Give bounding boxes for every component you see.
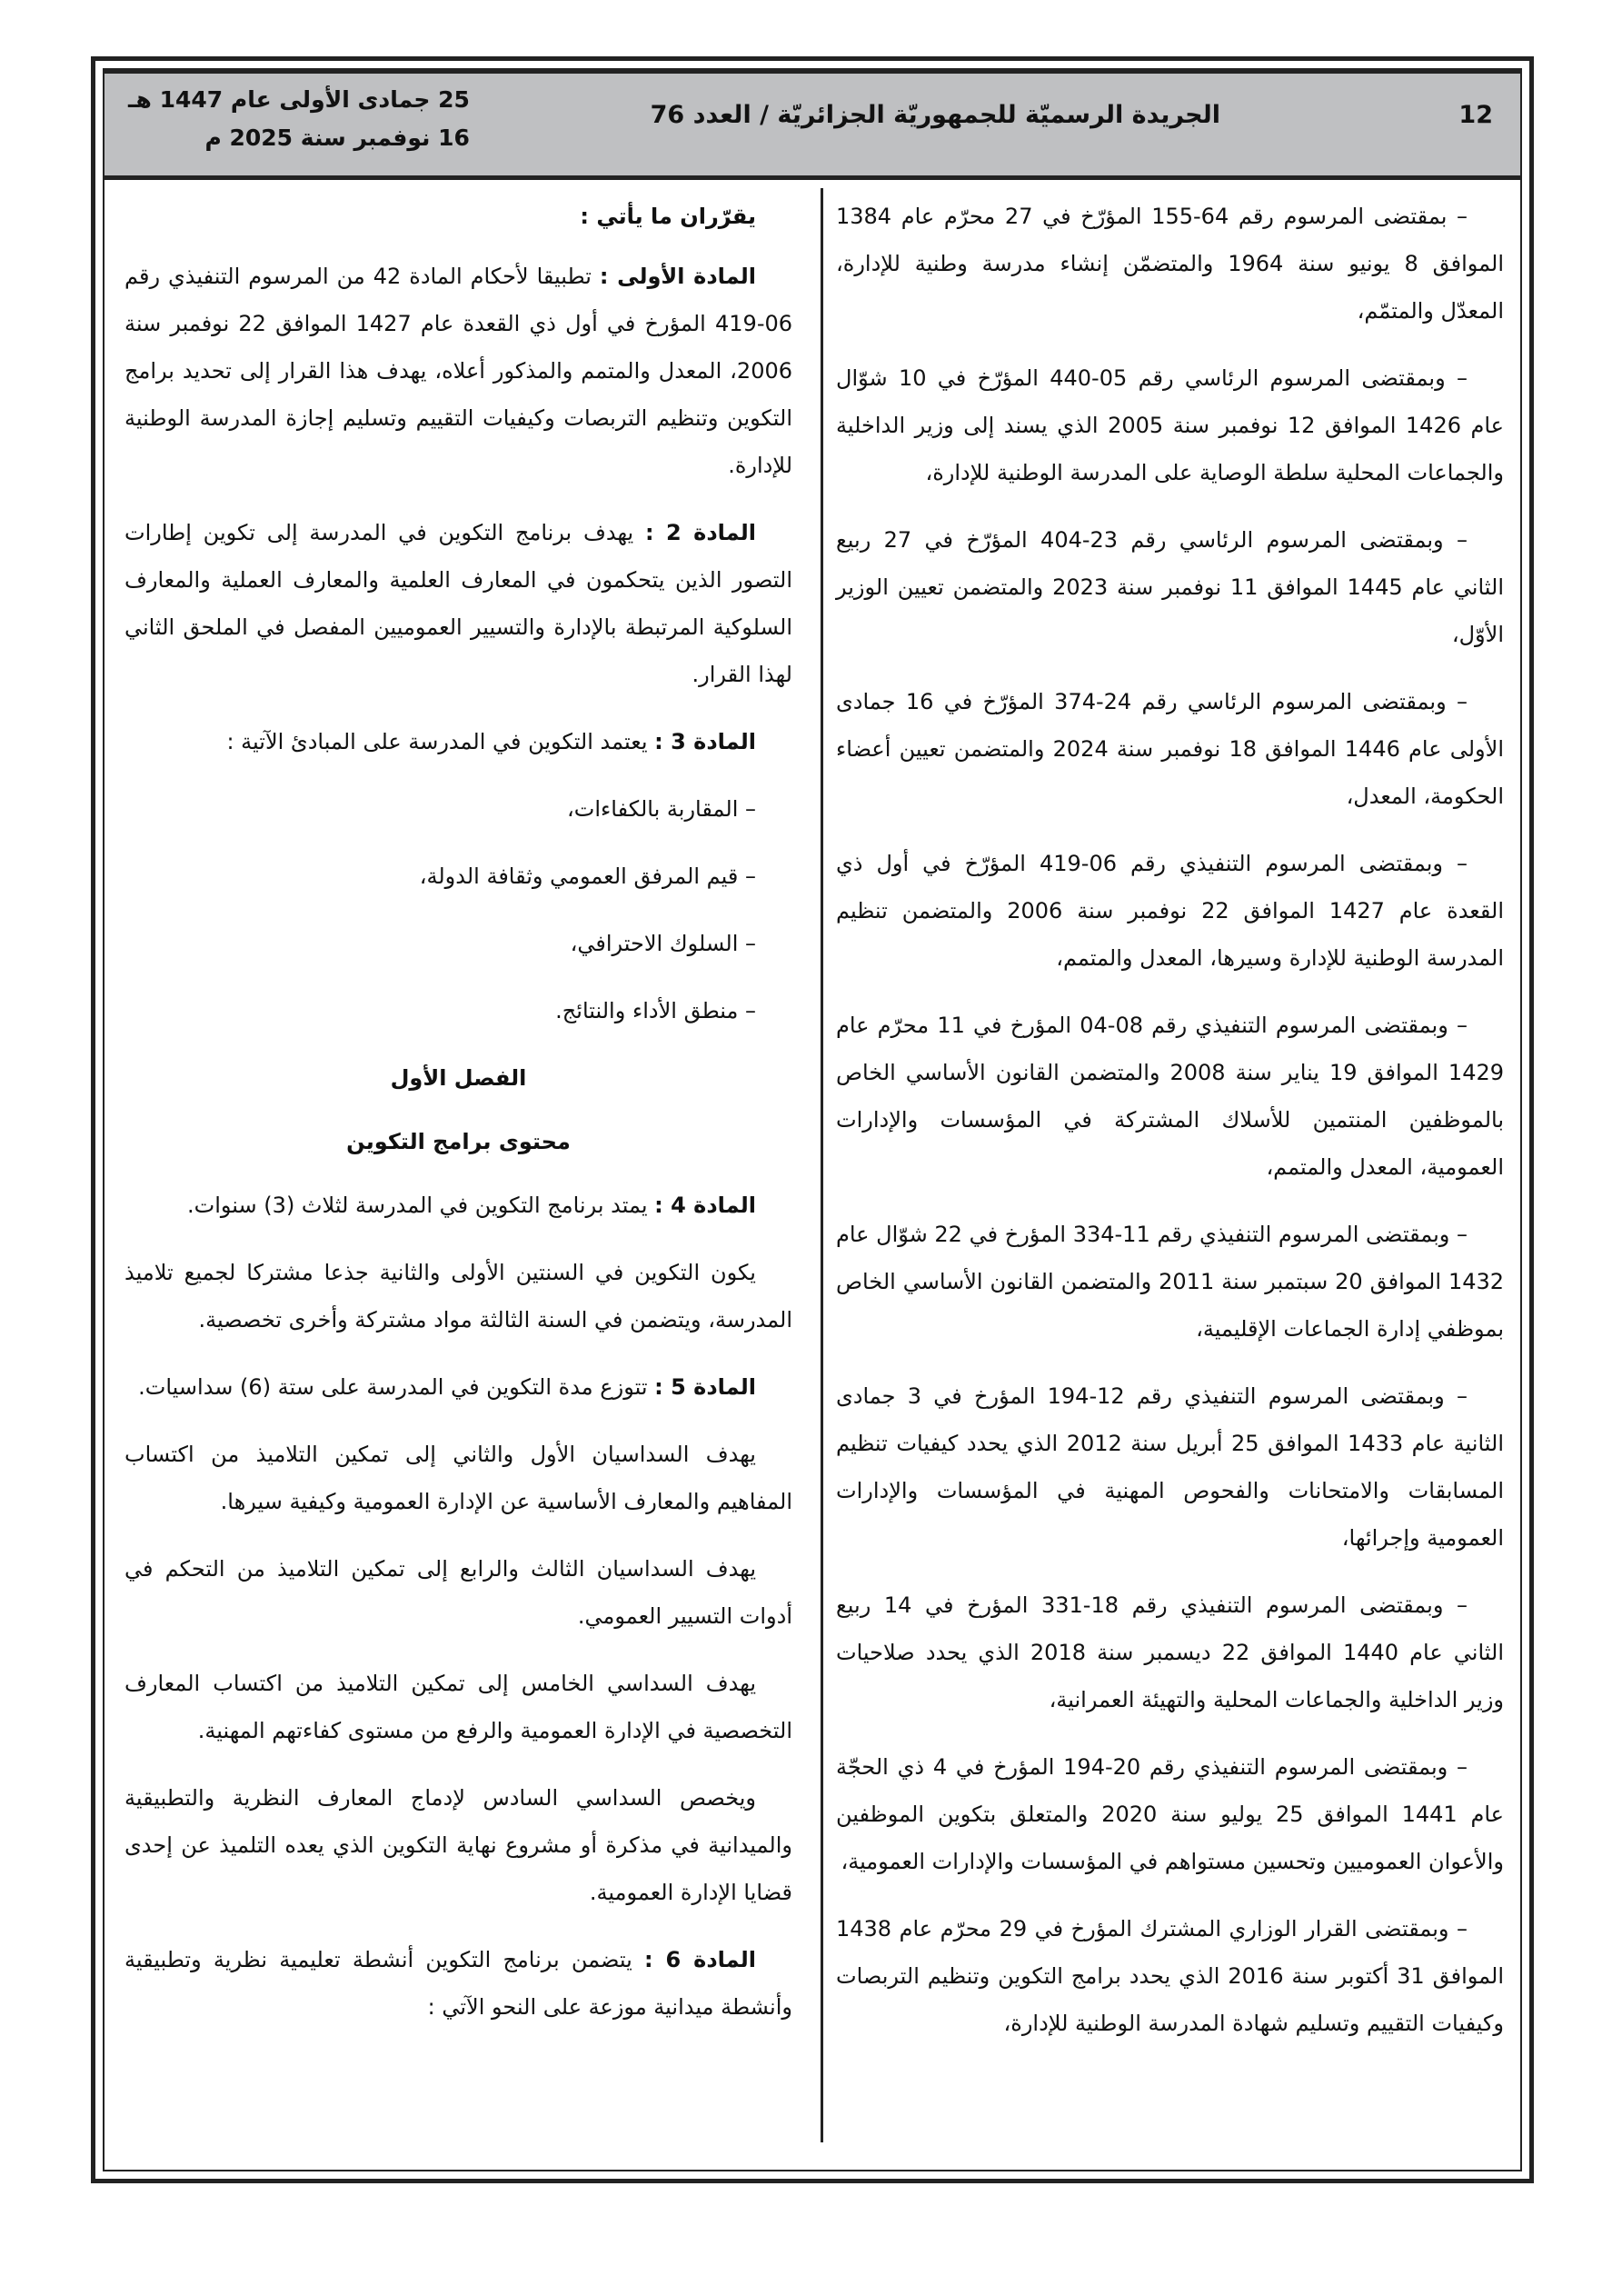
column-divider: [821, 188, 823, 2142]
legal-reference: – وبمقتضى المرسوم التنفيذي رقم 06-419 المؤرّخ في أول ذي القعدة عام 1427 الموافق 22 نوفمبر سنة 2006 والمتضمن تنظيم المدرسة الوطنية للإدارة وسيرها، المعدل والمتمم،: [836, 851, 1504, 971]
legal-reference: – وبمقتضى المرسوم التنفيذي رقم 11-334 المؤرخ في 22 شوّال عام 1432 الموافق 20 سبتمبر سنة 2011 والمتضمن القانون الأساسي الخاص بموظفي إدارة الجماعات الإقليمية،: [836, 1222, 1505, 1342]
article-5: [124, 1363, 792, 1411]
article-text: تتوزع مدة التكوين في المدرسة على ستة (6) سداسيات.: [138, 1374, 655, 1400]
article-text: تطبيقا لأحكام المادة 42 من المرسوم التنفيذي رقم 06-419 المؤرخ في أول ذي القعدة عام 1427 الموافق 22 نوفمبر سنة 2006، المعدل والمتمم والمذكور أعلاه، يهدف هذا القرار إلى تحديد برامج التكوين وتنظيم التربصات وكيفيات التقييم وتسليم إجازة المدرسة الوطنية للإدارة.: [124, 264, 793, 478]
paragraph: يهدف السداسيان الثالث والرابع إلى تمكين التلاميذ من التحكم في أدوات التسيير العمومي.: [124, 1556, 792, 1629]
article-text: يهدف برنامج التكوين في المدرسة إلى تكوين إطارات التصور الذين يتحكمون في المعارف العلمية والمعارف العملية والمعارف السلوكية المرتبطة بالإدارة والتسيير العموميين المفصل في الملحق الثاني لهذا القرار.: [124, 520, 792, 687]
article-label: المادة 5 :: [654, 1374, 756, 1400]
article-2: [124, 509, 792, 698]
article-text: يعتمد التكوين في المدرسة على المبادئ الآتية :: [226, 729, 655, 754]
page-number: 12: [1458, 101, 1493, 129]
paragraph: يهدف السداسي الخامس إلى تمكين التلاميذ من اكتساب المعارف التخصصية في الإدارة العمومية والرفع من مستوى كفاءتهم المهنية.: [124, 1671, 792, 1743]
chapter-title: محتوى برامج التكوين: [346, 1129, 571, 1154]
article-6: [124, 1936, 792, 2031]
article-text: يتضمن برنامج التكوين أنشطة تعليمية نظرية وتطبيقية وأنشطة ميدانية موزعة على النحو الآتي :: [124, 1947, 792, 2020]
article-1: [124, 253, 792, 489]
legal-reference: – وبمقتضى المرسوم التنفيذي رقم 12-194 المؤرخ في 3 جمادى الثانية عام 1433 الموافق 25 أبريل سنة 2012 الذي يحدد كيفيات تنظيم المسابقات والامتحانات والفحوص المهنية في المؤسسات والإدارات العمومية وإجرائها،: [836, 1383, 1504, 1551]
article-label: المادة 3 :: [654, 729, 756, 754]
legal-reference: – وبمقتضى المرسوم الرئاسي رقم 24-374 المؤرّخ في 16 جمادى الأولى عام 1446 الموافق 18 نوفمبر سنة 2024 والمتضمن تعيين أعضاء الحكومة، المعدل،: [836, 689, 1504, 809]
legal-reference: – وبمقتضى المرسوم التنفيذي رقم 08-04 المؤرخ في 11 محرّم عام 1429 الموافق 19 يناير سنة 2008 والمتضمن القانون الأساسي الخاص بالموظفين المنتمين للأسلاك المشتركة في المؤسسات والإدارات العمومية، المعدل والمتمم،: [836, 1013, 1504, 1180]
paragraph: ويخصص السداسي السادس لإدماج المعارف النظرية والتطبيقية والميدانية في مذكرة أو مشروع نهاية التكوين الذي يعده التلميذ عن إحدى قضايا الإدارة العمومية.: [124, 1785, 792, 1905]
principle-item: – السلوك الاحترافي،: [570, 931, 756, 956]
principle-item: – منطق الأداء والنتائج.: [555, 998, 756, 1023]
left-column: [124, 193, 792, 2051]
paragraph: يهدف السداسيان الأول والثاني إلى تمكين التلاميذ من اكتساب المفاهيم والمعارف الأساسية عن الإدارة العمومية وكيفية سيرها.: [124, 1442, 792, 1514]
legal-reference: – وبمقتضى القرار الوزاري المشترك المؤرخ في 29 محرّم عام 1438 الموافق 31 أكتوبر سنة 2016 الذي يحدد برامج التكوين وتنظيم التربصات وكيفيات التقييم وتسليم شهادة المدرسة الوطنية للإدارة،: [836, 1916, 1504, 2036]
article-4: [124, 1182, 792, 1229]
legal-reference: – بمقتضى المرسوم رقم 64-155 المؤرّخ في 27 محرّم عام 1384 الموافق 8 يونيو سنة 1964 والمتضمّن إنشاء مدرسة وطنية للإدارة، المعدّل والمتمّم،: [836, 204, 1504, 324]
legal-reference: – وبمقتضى المرسوم التنفيذي رقم 18-331 المؤرخ في 14 ربيع الثاني عام 1440 الموافق 22 ديسمبر سنة 2018 الذي يحدد صلاحيات وزير الداخلية والجماعات المحلية والتهيئة العمرانية،: [836, 1592, 1505, 1712]
decision-heading: يقرّران ما يأتي :: [580, 204, 756, 229]
legal-reference: – وبمقتضى المرسوم الرئاسي رقم 05-440 المؤرّخ في 10 شوّال عام 1426 الموافق 12 نوفمبر سنة 2005 الذي يسند إلى وزير الداخلية والجماعات المحلية سلطة الوصاية على المدرسة الوطنية للإدارة،: [836, 365, 1504, 485]
article-label: المادة 6 :: [644, 1947, 756, 1972]
right-column: [836, 193, 1504, 2067]
chapter-heading: الفصل الأول: [390, 1065, 527, 1091]
article-label: المادة 2 :: [644, 520, 757, 545]
gazette-title: الجريدة الرسميّة للجمهوريّة الجزائريّة / العدد 76: [650, 101, 1220, 129]
paragraph: يكون التكوين في السنتين الأولى والثانية جذعا مشتركا لجميع تلاميذ المدرسة، ويتضمن في السنة الثالثة مواد مشتركة وأخرى تخصصية.: [124, 1260, 792, 1333]
article-label: المادة الأولى :: [599, 264, 757, 289]
date-gregorian: 16 نوفمبر سنة 2025 م: [204, 125, 470, 151]
article-text: يمتد برنامج التكوين في المدرسة لثلاث (3) سنوات.: [187, 1193, 655, 1218]
principle-item: – المقاربة بالكفاءات،: [566, 796, 756, 822]
date-hijri: 25 جمادى الأولى عام 1447 هـ: [128, 86, 470, 113]
article-label: المادة 4 :: [654, 1193, 756, 1218]
issue-date: [128, 81, 470, 157]
page-frame: [91, 56, 1534, 2183]
legal-reference: – وبمقتضى المرسوم الرئاسي رقم 23-404 المؤرّخ في 27 ربيع الثاني عام 1445 الموافق 11 نوفمبر سنة 2023 والمتضمن تعيين الوزير الأوّل،: [836, 527, 1505, 647]
page-inner-border: [103, 68, 1522, 2171]
legal-reference: – وبمقتضى المرسوم التنفيذي رقم 20-194 المؤرخ في 4 ذي الحجّة عام 1441 الموافق 25 يوليو سنة 2020 والمتعلق بتكوين الموظفين والأعوان العموميين وتحسين مستواهم في المؤسسات والإدارات العمومية،: [836, 1754, 1504, 1874]
principle-item: – قيم المرفق العمومي وثقافة الدولة،: [419, 863, 756, 889]
article-3: [124, 718, 792, 765]
page-header: [104, 70, 1520, 180]
